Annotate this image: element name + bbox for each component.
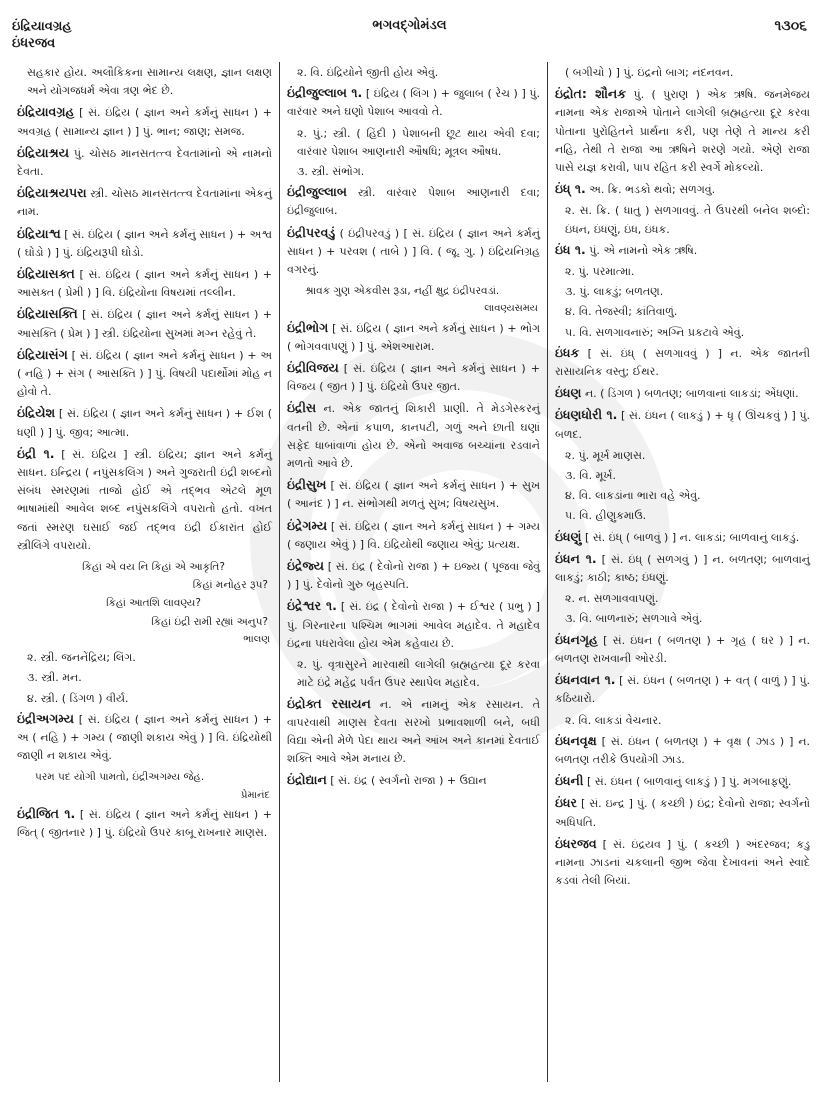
definition: [ સં. ઇંધન ( બાળવાનું લાકડું ) ] પું. મગબાફણું. [586,775,792,789]
headword: ઇંદ્રીપરવડું [287,224,336,240]
dictionary-entry [287,476,540,513]
dictionary-entry [287,771,540,790]
sense: ૪. વિ. તેજસ્વી; કાંતિવાળું. [565,305,678,319]
dictionary-entry [287,399,540,473]
headword: ઇંધ્ ૧. [555,181,586,197]
headword: ઇંધની [555,773,584,789]
headword: ઇંદ્રીઅગમ્ય [17,710,74,726]
definition: પું. એ નામનો એક ઋષિ. [589,243,698,257]
quote-line: કિહાં ઇંદ્રી રામી રહ્યાં અનુપ? [151,615,268,628]
dictionary-entry [555,732,810,769]
headword: ઇંદ્રીસ [287,400,317,416]
quote-line: કિહાં આતશિ લાવણ્ય? [106,597,201,610]
continuation-text: ( બગીચો ) ] પું. ઇંદ્રનો બાગ; નંદનવન. [565,66,734,79]
dictionary-entry [17,710,272,766]
definition: ન. એક જાતનું શિકારી પ્રાણી. તે મેડગેસ્કરનું વતની છે. એનાં કપાળ, કાનપટી, ગળું અને છાતી ઘણાં સફેદ ધાબાંવાળાં હોય છે. એનો અવાજ બચ્ચાંના રડવાને મળતો આવે છે. [287,402,540,471]
definition: [ સં. ઇંદ્રિય ( જ્ઞાન અને કર્મનું સાધન ) + અ ( નહિ ) + ગમ્ય ( જાણી શકાય એવું ) ] વિ. ઇંદ્રિયોથી જાણી ન શકાય એવું. [17,712,272,763]
dictionary-entry [287,597,540,653]
headword: ઇંધણું [555,528,582,544]
definition: [ સં. ઇંદ્રિય ( જ્ઞાન અને કર્મનું સાધન ) + ગમ્ય ( જણાય એવું ) ] વિ. ઇંદ્રિયોથી જણાય એવું; પ્રત્યક્ષ. [287,519,541,551]
dictionary-entry [555,835,810,891]
definition: [ સં. ઇંધ્ ( બાળવું ) ] ન. લાકડાં; બાળવાનું લાકડું. [584,530,800,544]
sense: ૫. વિ. સળગાવનારું; અગ્નિ પ્રકટાવે એવું. [565,325,745,339]
definition: [ સં. ઇંદ્ર ( દેવોનો રાજા ) + ઈશ્વર ( પ્રભુ ) ] પું. ગિરનારના પશ્ચિમ ભાગમાં આવેલ મહાદેવ. તે મહાદેવ ઇંદ્રના પધરાવેલા હોય એમ કહેવાય છે. [287,600,540,650]
sense: ૨. પું.; સ્ત્રી. ( હિંદી ) પેશાબની છૂટ થાય એવી દવા; વારંવાર પેશાબ આણનારી ઔષધિ; મૂત્રલ ઔષધ. [297,126,540,158]
continuation-text: સહકાર હોય. અલૌકિકના સામાન્ય લક્ષણ, જ્ઞાન લક્ષણ અને યોગજધર્મ એવા ત્રણ ભેદ છે. [27,66,272,98]
dictionary-entry [17,225,272,262]
definition: [ સં. ઇંધન ( બળતણ ) + વૃક્ષ ( ઝાડ ) ] ન. બળતણ તરીકે ઉપયોગી ઝાડ. [555,734,810,766]
headword: ઇંધક [555,344,580,360]
quote-source: ભાલણ [243,633,270,645]
headword: ઇંધનવૃક્ષ [555,732,597,748]
dictionary-entry [555,550,810,587]
definition: પું. ચોસઠ માનસતત્ત્વ દેવતામાંનો એ નામનો દેવતા. [17,146,272,179]
dictionary-entry [287,359,540,396]
sense: ૫. વિ. હીણુકમાઉ. [565,509,647,523]
dictionary-entry [17,265,272,302]
definition: [ સં. ઇંદ્રયવ ] પું. ( કચ્છી ) અંદરજવ; કડુ નામના ઝાડનાં ચકલાની જીભ જેવા દેખાવનાં અને સ્વાદે કડવાં તેલી બિયાં. [555,837,811,888]
definition: [ ઇંદ્રિય ( લિંગ ) + જુલાબ ( રેચ ) ] પું. વારંવાર અને ઘણો પેશાબ આવવો તે. [287,87,541,119]
dictionary-entry [555,631,810,668]
dictionary-entry [17,144,272,181]
definition: [ સં. ઇંદ્રિય ( જ્ઞાન અને કર્મનું સાધન ) + આસક્તિ ( પ્રેમ ) ] સ્ત્રી. ઇંદ્રિયોના સુખમાં મગ્ન રહેવું તે. [17,308,272,340]
sense: ૩. પું. લાકડું; બળતણ. [565,285,664,299]
headword: ઇંધણધોરી ૧. [555,407,618,423]
dictionary-entry [287,319,540,356]
definition: [ સં. ઇંદ્રિય ( જ્ઞાન અને કર્મનું સાધન ) + જિત્ ( જીતનાર ) ] પું. ઇંદ્રિયો ઉપર કાબૂ રાખનાર માણસ. [17,807,272,839]
dictionary-entry [287,84,540,121]
headword: ઇંધન ૧. [555,550,597,566]
definition: ન. એ નામનું એક રસાયન. તે વાપરવાથી માણસ દેવતા સરખો પ્રભાવશાળી બને, બધી વિદ્યા એની મેળે પેદા થાય અને આંખ અને કાનમાં દેવતાઈ શક્તિ આવે એમ મનાય છે. [287,697,540,766]
sense: ૨. વિ. લાકડાં વેચનાર. [565,713,662,727]
sense: ૨. પું. વૃત્રાસુરને મારવાથી લાગેલી બ્રહ્મહત્યા દૂર કરવા માટે ઇંદ્રે મહેંદ્ર પર્વત ઉપર સ્થાપેલ મહાદેવ. [297,658,540,690]
sense: ૨. સ. ક્રિ. ( ધાતુ ) સળગાવવું. તે ઉપરથી બનેલ શબ્દો: ઇંધન, ઇંધણું, ઇંધ, ઇંધક. [565,204,810,236]
headword: ઇંધરજવ [555,835,597,851]
definition: [ સં. ઇંદ્રિય ( જ્ઞાન અને કર્મનું સાધન ) + અ ( નહિ ) + સંગ ( આસક્તિ ) ] પું. વિષયી પદાર્થોમાં મોહ ન હોવો તે. [17,348,272,399]
headword: ઇંદ્રીજુલ્લાબ ૧. [287,85,363,101]
headword: ઇંદ્રિયાશ્રય [17,144,69,160]
dictionary-columns [10,62,818,1082]
dictionary-entry [555,344,810,381]
dictionary-entry [555,406,810,443]
headword: ઇંદ્રોત: શૌનક [555,86,627,102]
dictionary-entry [17,445,272,555]
dictionary-entry [17,346,272,402]
dictionary-entry [287,517,540,554]
dictionary-entry [17,404,272,441]
definition: [ સં. ઇંદ્રિય ( જ્ઞાન અને કર્મનું સાધન ) + આસક્ત ( પ્રેમી ) ] વિ. ઇંદ્રિયોના વિષયમાં તલ્લીન. [17,268,272,300]
dictionary-entry [17,305,272,342]
dictionary-entry [287,224,540,280]
dictionary-entry [17,805,272,842]
definition: [ સં. ઇંદ્રિય ( જ્ઞાન અને કર્મનું સાધન ) + ઈશ ( ધણી ) ] પું. જીવ; આત્મા. [17,407,272,439]
dictionary-entry [555,384,810,403]
sense: ૨. પું. પરમાત્મા. [565,265,635,279]
sense: ૨. પું. મૂર્ખ માણસ. [565,448,646,462]
sense: ૪. સ્ત્રી. ( ડિંગળ ) વીર્ય. [27,691,129,705]
dictionary-entry [287,557,540,594]
dictionary-entry [287,183,540,220]
definition: [ સં. ઇંદ્રિય ( જ્ઞાન અને કર્મનું સાધન ) + સુખ ( આનંદ ) ] ન. સંભોગથી મળતું સુખ; વિષયસુખ. [287,479,540,511]
headword: ઇંદ્રીભોગ [287,319,329,335]
headword: ઇંધણ [555,385,582,401]
headword: ઇંધનગૃહ [555,631,598,647]
guide-word-first: ઇંદ્રિયાવગ્રહ [12,19,72,34]
page-header [12,18,807,54]
dictionary-entry [555,528,810,547]
sense: ૨. સ્ત્રી. જનનેંદ્રિય; લિંગ. [27,651,136,665]
headword: ઇંદ્રિયાસક્તિ [17,306,78,322]
guide-word-last: ઇંધરજવ [12,36,56,51]
headword: ઇંદ્રિયાવગ્રહ [17,104,75,120]
dictionary-entry [555,180,810,199]
headword: ઇંદ્રિયાસંગ [17,346,68,362]
dictionary-entry [17,184,272,221]
definition: [ સં. ઇંધન ( બળતણ ) + ગૃહ ( ઘર ) ] ન. બળતણ રાખવાની ઓરડી. [555,633,810,665]
headword: ઇંદ્રિયાશ્વ [17,225,61,241]
definition: [ સં. ઇન્દ્ર ] પું. ( કચ્છી ) ઇંદ્ર; દેવોનો રાજા; સ્વર્ગનો અધિપતિ. [555,797,811,829]
sense: ૨. વિ. ઇંદ્રિયોને જીતી હોય એવું. [297,66,439,79]
headword: ઇંદ્રેગમ્ય [287,517,328,533]
headword: ઇંધ ૧. [555,241,586,257]
quote-line: પરમ પદ યોગી પામતો, ઇંદ્રીઅગમ્ય જેહ. [35,771,205,784]
definition: સ્ત્રી. ચોસઠ માનસતત્ત્વ દેવતામાંના એકનું નામ. [17,187,273,219]
headword: ઇંદ્રોદ્યાન [287,772,327,788]
definition: [ સં. ઇંદ્રિય ( જ્ઞાન અને કર્મનું સાધન ) + અશ્વ ( ઘોડો ) ] પું. ઇંદ્રિયરૂપી ઘોડો. [17,227,272,259]
headword: ઇંદ્રોક્ત રસાયન [287,695,371,711]
sense: ૪. વિ. લાકડાંના ભારા વહે એવું. [565,489,701,503]
headword: ઇંધર [555,795,578,811]
dictionary-entry [555,772,810,791]
headword: ઇંદ્રીસુખ [287,477,327,493]
definition: ( ઇંદ્રીપરવડું ) [ સં. ઇંદ્રિય ( જ્ઞાન અને કર્મનું સાધન ) + પરવશ ( તાબે ) ] વિ. ( જૂ. ગુ. ) ઇંદ્રિયનિગ્રહ વગરનું. [287,226,541,277]
quote-source: લાવણ્યસમય [484,303,538,315]
sense: ૩. સ્ત્રી. સંભોગ. [297,165,365,179]
headword: ઇંદ્રીજિત ૧. [17,805,76,821]
headword: ઇંધનવાન ૧. [555,672,616,688]
dictionary-entry [555,794,810,831]
headword: ઇંદ્રી ૧. [17,445,55,461]
dictionary-entry [287,695,540,769]
headword: ઇંદ્રેજ્ય [287,558,324,574]
dictionary-entry [555,241,810,260]
definition: [ સં. ઇંદ્રિય ( જ્ઞાન અને કર્મનું સાધન ) + વિજય ( જીત ) ] પું. ઇંદ્રિયો ઉપર જીત. [287,362,541,394]
definition: અ. ક્રિ. ભડકો થવો; સળગવું. [589,183,716,197]
quote-line: કિહાં એ વય નિ કિહાં એ આકૃતિ? [82,561,225,574]
column-3 [548,62,817,1082]
dictionary-entry [17,103,272,140]
definition: [ સં. ઇંધન ( લાકડું ) + ધૃ ( ઊંચકવું ) ] પું. બળદ. [555,409,810,441]
definition: [ સં. ઇંદ્ર ( દેવોનો રાજા ) + ઇજ્ય ( પૂજવા જેવું ) ] પું. દેવોનો ગુરુ બૃહસ્પતિ. [287,560,540,592]
headword: ઇંદ્રીવિજય [287,360,339,376]
quote-line: શ્રાવક ગુણ એકવીસ રૂડા, નહીં ક્ષુદ્ર ઇંદ્રીપરવડાં. [305,285,500,298]
headword: ઇંદ્રીજુલ્લાબ [287,184,347,200]
headword: ઇંદ્રેશ્વર ૧. [287,598,337,614]
definition: [ સં. ઇંધ્ ( સળગવું ) ] ન. બળતણ; બાળવાનું લાકડું; કાઠી; કાષ્ઠ; ઇંધણું. [555,552,811,585]
column-2 [279,62,548,1082]
quote-source: પ્રેમાનંદ [240,789,270,801]
page-number: ૧૩૦૬ [774,18,807,34]
sense: ૨. ન. સળગાવવાપણું. [565,592,659,606]
book-title: ભગવદ્ગોમંડલ [372,18,447,33]
quote-line: કિહાં મનોહર રૂપ? [192,579,268,592]
definition: [ સં. ઇંદ્રિય ( જ્ઞાન અને કર્મનું સાધન ) + અવગ્રહ ( સામાન્ય જ્ઞાન ) ] પું. ભાન; જાણ; સમજ. [17,106,272,138]
definition: પું. ( પુરાણ ) એક ઋષિ. જનમેજય નામના એક રાજાએ પોતાને લાગેલી બ્રહ્મહત્યા દૂર કરવા પોતાના પુરોહિતને પ્રાર્થના કરી, પણ તેણે તે માન્ય કરી નહિ, તેથી તે રાજા આ ઋષિને શરણે ગયો. એણે રાજા પાસે યજ્ઞ કરાવી, પાપ રહિત કરી સ્વર્ગે મોકલ્યો. [555,88,811,175]
headword: ઇંદ્રિયેશ [17,405,56,421]
headword: ઇંદ્રિયાસક્ત [17,266,75,282]
column-1 [10,62,279,1082]
sense: ૩. વિ. બાળનારું; સળગાવે એવું. [565,612,703,626]
dictionary-entry [555,671,810,708]
dictionary-entry [555,85,810,177]
definition: સ્ત્રી. વારંવાર પેશાબ આણનારી દવા; ઇંદ્રીજુલાબ. [287,186,540,218]
definition: [ સં. ઇંધ્ ( સળગાવવું ) ] ન. એક જાતની રાસાયનિક વસ્તુ; ઈથર. [555,346,810,379]
headword: ઇંદ્રિયાશ્રયપરા [17,185,87,201]
definition: [ સં. ઇંદ્ર ( સ્વર્ગનો રાજા ) + ઉદ્યાન [330,774,487,788]
sense: ૩. વિ. મૂર્ખ. [565,469,616,483]
definition: [ સં. ઇંધન ( બળતણ ) + વત્ ( વાળું ) ] પું. કઠિયારો. [555,674,810,706]
definition: [ સં. ઇંદ્રિય ( જ્ઞાન અને કર્મનું સાધન ) + ભોગ ( ભોગવવાપણું ) ] પું. એશઆરામ. [287,321,540,353]
sense: ૩. સ્ત્રી. મન. [27,671,82,685]
definition: ન. ( ડિંગળ ) બળતણ; બાળવાનાં લાકડાં; એંધણાં. [584,387,799,401]
definition: [ સં. ઇંદ્રિય ] સ્ત્રી. ઇંદ્રિય; જ્ઞાન અને કર્મનું સાધન. ઇન્દ્રિય ( નપુંસકલિંગ ) અને ગુજરાતી ઇંદ્રી શબ્દનો સંબંધ સ્મરણમાં તાજો હોઈ એ તદ્ભવ એટલે મૂળ ભાષામાંથી આવેલ શબ્દ નપુંસકલિંગે વપરાતો હતો. વખત જતાં સ્મરણ ઘસાઈ જઈ તદ્ભવ ઇંદ્રી ઈકારાંત હોઈ સ્ત્રીલિંગે વપરાયો. [17,447,272,552]
